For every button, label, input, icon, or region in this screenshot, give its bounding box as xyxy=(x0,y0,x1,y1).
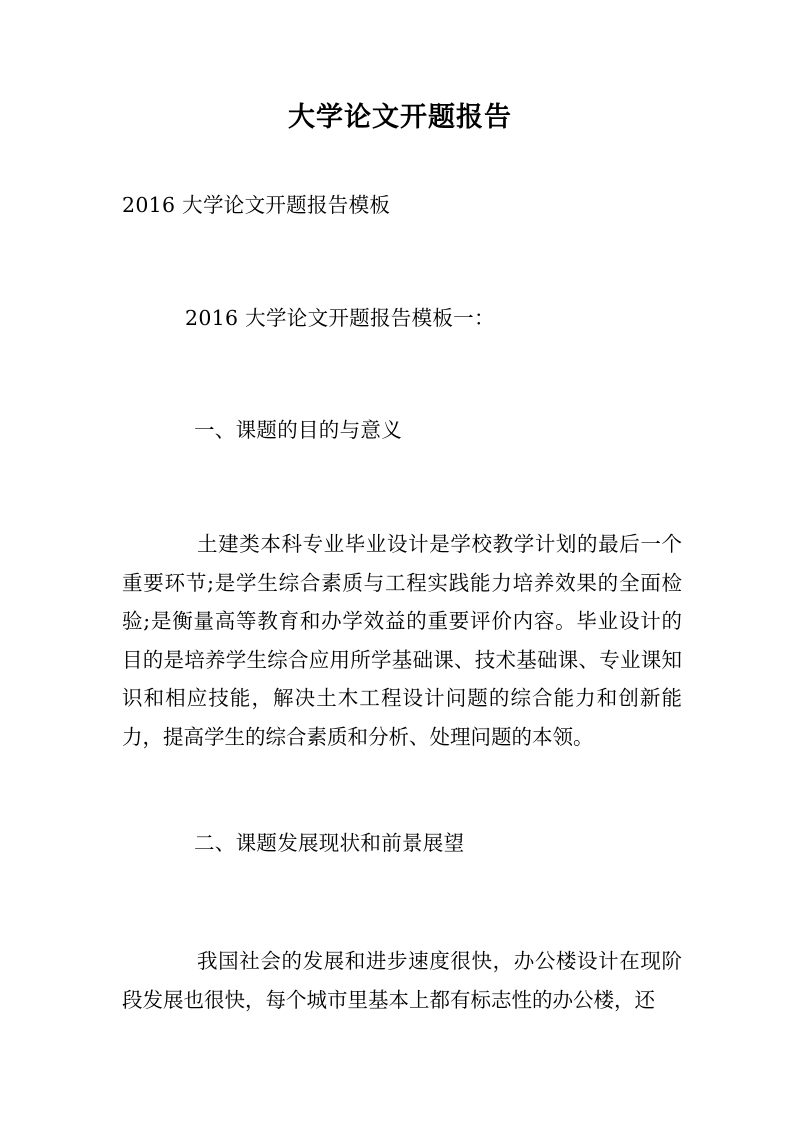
template-heading: 2016 大学论文开题报告模板一： xyxy=(185,306,495,330)
section-heading-purpose: 一、课题的目的与意义 xyxy=(194,418,402,442)
document-title: 大学论文开题报告 xyxy=(288,102,512,133)
document-subtitle: 2016 大学论文开题报告模板 xyxy=(122,193,391,217)
section-heading-status: 二、课题发展现状和前景展望 xyxy=(194,831,465,855)
section-paragraph-status: 我国社会的发展和进步速度很快，办公楼设计在现阶段发展也很快，每个城市里基本上都有标志性的办公楼，还 xyxy=(122,949,682,1012)
section-paragraph-purpose: 土建类本科专业毕业设计是学校教学计划的最后一个重要环节;是学生综合素质与工程实践能力培养效果的全面检验;是衡量高等教育和办学效益的重要评价内容。毕业设计的目的是培养学生综合应用所学基础课、技术基础课、专业课知识和相应技能，解决土木工程设计问题的综合能力和创新能力，提高学生的综合素质和分析、处理问题的本领。 xyxy=(122,532,682,749)
